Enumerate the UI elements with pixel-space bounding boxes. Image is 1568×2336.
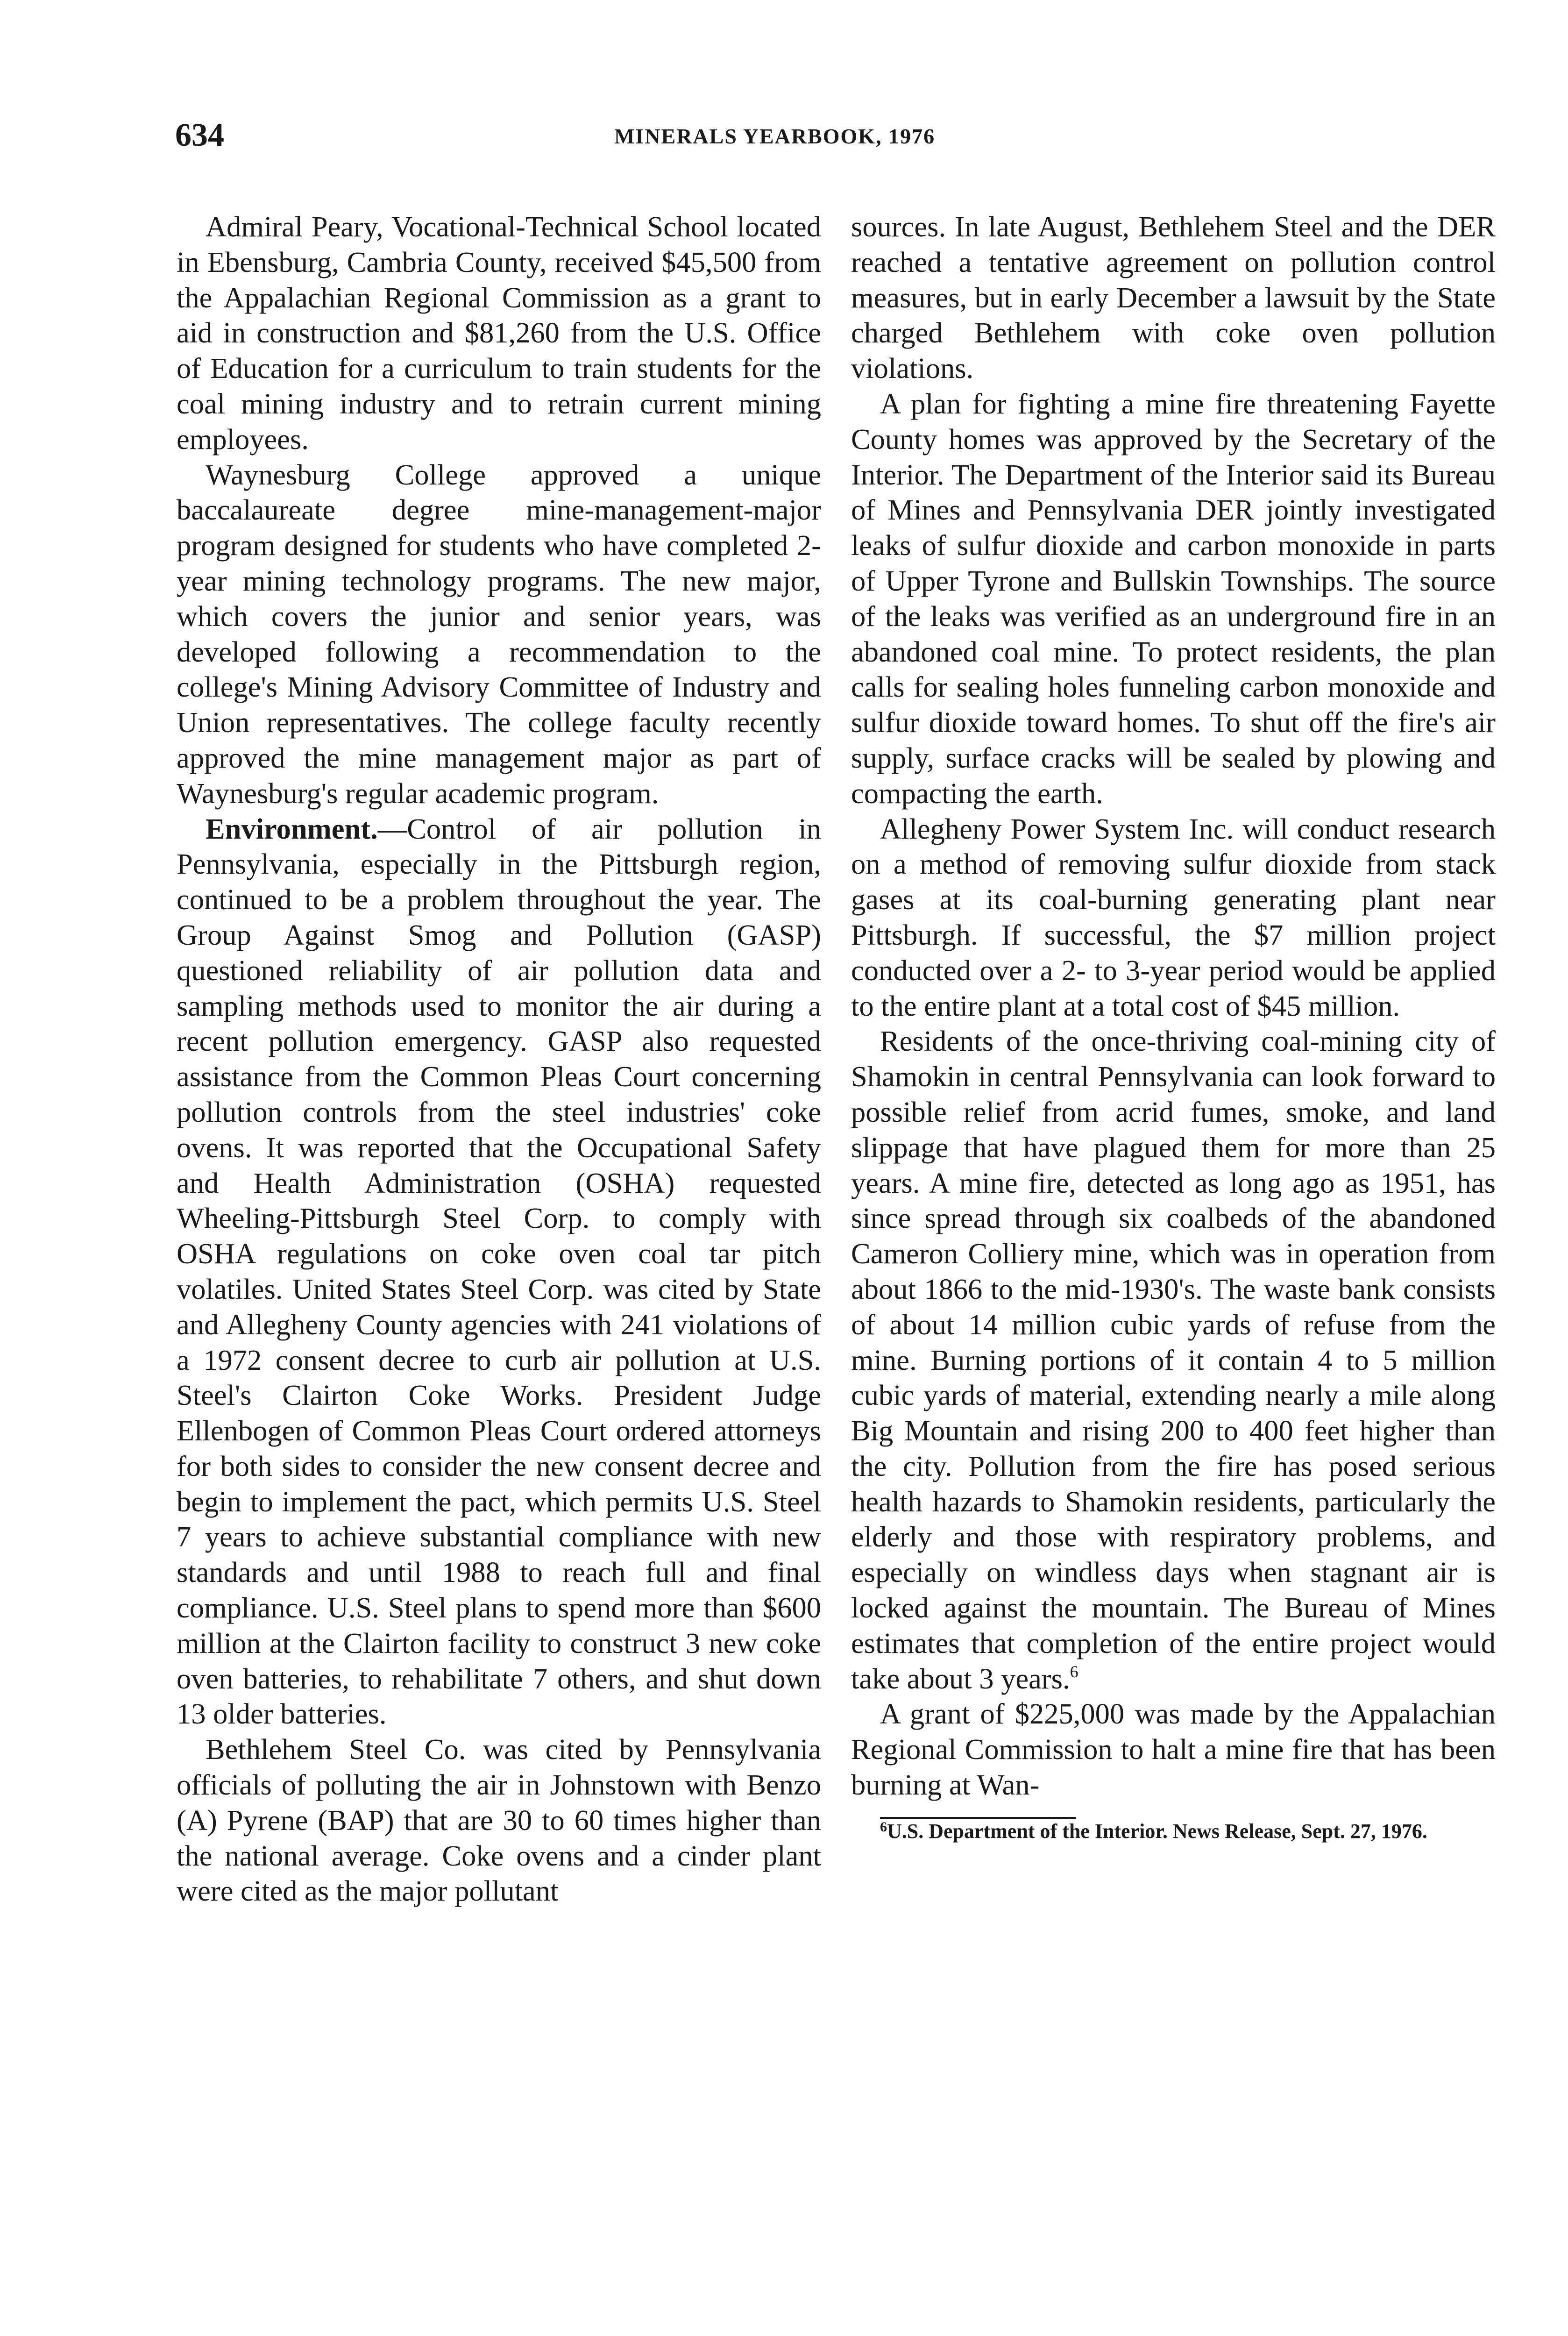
- footnote-marker: 6: [880, 1819, 887, 1835]
- environment-body: —Control of air pollution in Pennsylvania, especially in the Pittsburgh region, continued to be a problem throughout the year. The Group Against Smog and Pollution (GASP) questioned reliability of air pollution data and sampling methods used to monitor the air during a recent pollution emergency. GASP also requested assistance from the Common Pleas Court concerning pollution controls from the steel industries' coke ovens. It was reported that the Occupational Safety and Health Administration (OSHA) requested Wheeling-Pittsburgh Steel Corp. to comply with OSHA regulations on coke oven coal tar pitch volatiles. United States Steel Corp. was cited by State and Allegheny County agencies with 241 violations of a 1972 consent decree to curb air pollution at U.S. Steel's Clairton Coke Works. President Judge Ellenbogen of Common Pleas Court ordered attorneys for both sides to consider the new consent decree and begin to implement the pact, which permits U.S. Steel 7 years to achieve substantial compliance with new standards and until 1988 to reach full and final compliance. U.S. Steel plans to spend more than $600 million at the Clairton facility to construct 3 new coke oven batteries, to rehabilitate 7 others, and shut down 13 older batteries.: [177, 812, 821, 1731]
- page-number: 634: [175, 117, 224, 153]
- footnote-text: U.S. Department of the Interior. News Release, Sept. 27, 1976.: [887, 1819, 1427, 1843]
- paragraph-waynesburg-college: Waynesburg College approved a unique baccalaureate degree mine-management-major program designed for students who have completed 2-year mining technology programs. The new major, which covers the junior and senior years, was developed following a recommendation to the college's Mining Advisory Committee of Industry and Union representatives. The college faculty recently approved the mine management major as part of Waynesburg's regular academic program.: [177, 458, 821, 810]
- left-column: [177, 209, 821, 1909]
- section-heading-environment: Environment.: [206, 812, 378, 845]
- paragraph-fayette-mine-fire: A plan for fighting a mine fire threatening Fayette County homes was approved by the Secretary of the Interior. The Department of the Interior said its Bureau of Mines and Pennsylvania DER jointly investigated leaks of sulfur dioxide and carbon monoxide in parts of Upper Tyrone and Bullskin Townships. The source of the leaks was verified as an underground fire in an abandoned coal mine. To protect residents, the plan calls for sealing holes funneling carbon monoxide and sulfur dioxide toward homes. To shut off the fire's air supply, surface cracks will be sealed by plowing and compacting the earth.: [851, 387, 1496, 810]
- paragraph-allegheny-power: Allegheny Power System Inc. will conduct research on a method of removing sulfur dioxide from stack gases at its coal-burning generating plant near Pittsburgh. If successful, the $7 million project conducted over a 2- to 3-year period would be applied to the entire plant at a total cost of $45 million.: [851, 812, 1496, 1022]
- footnote-reference: 6: [1070, 1662, 1078, 1681]
- right-column: [851, 209, 1496, 1844]
- running-head: [175, 114, 1394, 157]
- paragraph-shamokin: [851, 1024, 1496, 1696]
- paragraph-bethlehem-steel: Bethlehem Steel Co. was cited by Pennsylvania officials of polluting the air in Johnstown with Benzo (A) Pyrene (BAP) that are 30 to 60 times higher than the national average. Coke ovens and a cinder plant were cited as the major pollutant: [177, 1733, 821, 1908]
- shamokin-body: Residents of the once-thriving coal-mining city of Shamokin in central Pennsylvania can look forward to possible relief from acrid fumes, smoke, and land slippage that have plagued them for more than 25 years. A mine fire, detected as long ago as 1951, has since spread through six coalbeds of the abandoned Cameron Colliery mine, which was in operation from about 1866 to the mid-1930's. The waste bank consists of about 14 million cubic yards of refuse from the mine. Burning portions of it contain 4 to 5 million cubic yards of material, extending nearly a mile along Big Mountain and rising 200 to 400 feet higher than the city. Pollution from the fire has posed serious health hazards to Shamokin residents, particularly the elderly and those with respiratory problems, and especially on windless days when stagnant air is locked against the mountain. The Bureau of Mines estimates that completion of the entire project would take about 3 years.: [851, 1025, 1496, 1695]
- paragraph-appalachian-grant: A grant of $225,000 was made by the Appalachian Regional Commission to halt a mine fire that has been burning at Wan-: [851, 1697, 1496, 1802]
- running-title: MINERALS YEARBOOK, 1976: [614, 124, 936, 148]
- footnote: [851, 1819, 1496, 1844]
- paragraph-bethlehem-continued: sources. In late August, Bethlehem Steel and the DER reached a tentative agreement on pollution control measures, but in early December a lawsuit by the State charged Bethlehem with coke oven pollution violations.: [851, 210, 1496, 385]
- paragraph-environment: [177, 812, 821, 1732]
- paragraph-vocational-school: Admiral Peary, Vocational-Technical School located in Ebensburg, Cambria County, received $45,500 from the Appalachian Regional Commission as a grant to aid in construction and $81,260 from the U.S. Office of Education for a curriculum to train students for the coal mining industry and to retrain current mining employees.: [177, 210, 821, 456]
